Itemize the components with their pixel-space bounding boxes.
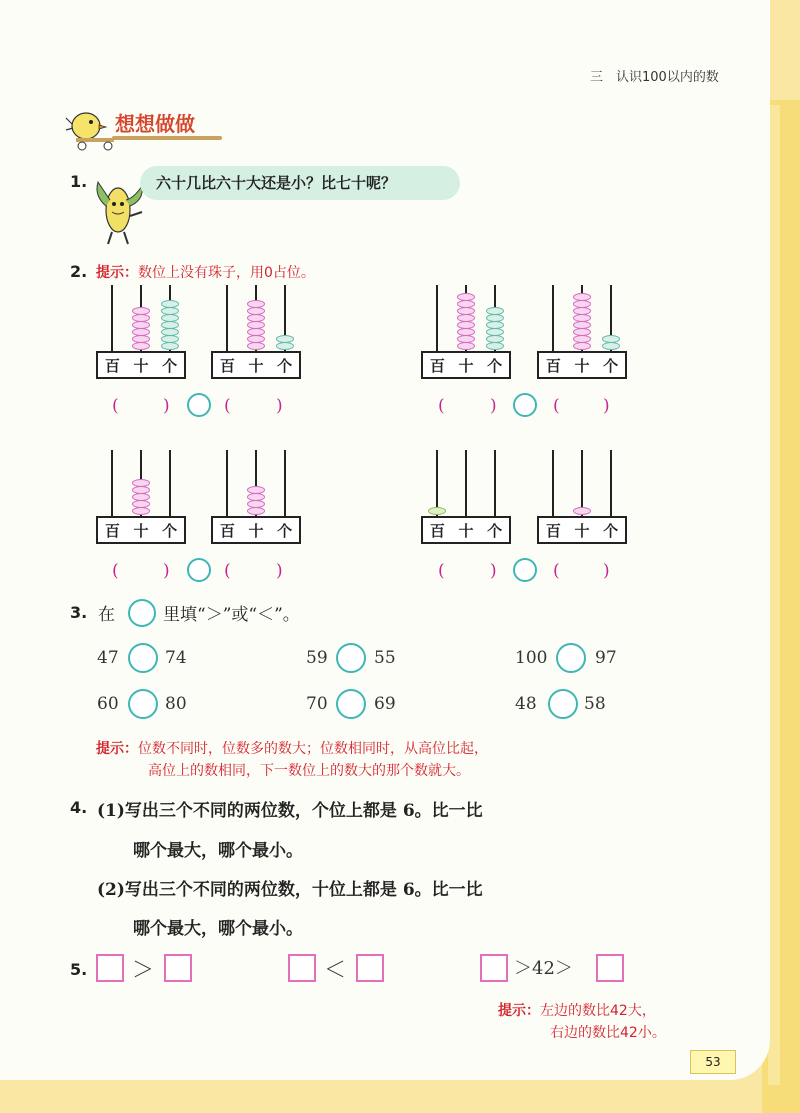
q5-answer-box[interactable] bbox=[164, 954, 192, 982]
section-title: 想想做做 bbox=[115, 112, 195, 136]
abacus-bead bbox=[247, 507, 265, 515]
chick-cart-icon bbox=[64, 108, 116, 152]
abacus-bead bbox=[161, 307, 179, 315]
abacus-bead bbox=[132, 314, 150, 322]
abacus-place-labels bbox=[211, 351, 301, 379]
place-label: 个 bbox=[277, 521, 293, 540]
abacus-bead bbox=[573, 307, 591, 315]
answer-paren-close: ) bbox=[490, 561, 497, 581]
answer-paren-open: ( bbox=[438, 396, 445, 416]
compare-circle[interactable] bbox=[513, 393, 537, 417]
q3-right: 74 bbox=[165, 648, 187, 668]
q5-lt-sign: ＜ bbox=[324, 958, 347, 983]
abacus-bead bbox=[161, 321, 179, 329]
place-label: 个 bbox=[487, 356, 503, 375]
q5-number: 5. bbox=[70, 960, 88, 979]
q5-answer-box[interactable] bbox=[96, 954, 124, 982]
answer-paren-open: ( bbox=[224, 396, 231, 416]
place-label: 百 bbox=[429, 356, 445, 375]
answer-paren-open: ( bbox=[224, 561, 231, 581]
place-label: 个 bbox=[603, 356, 619, 375]
answer-paren-close: ) bbox=[163, 396, 170, 416]
q4-number: 4. bbox=[70, 798, 88, 817]
q3-right: 55 bbox=[374, 648, 396, 668]
q3-answer-circle[interactable] bbox=[336, 643, 366, 673]
abacus-bead bbox=[573, 300, 591, 308]
abacus-bead bbox=[486, 328, 504, 336]
abacus-place-labels bbox=[96, 351, 186, 379]
q3-left: 59 bbox=[306, 648, 328, 668]
abacus-bead bbox=[457, 342, 475, 350]
place-label: 个 bbox=[277, 356, 293, 375]
abacus-place-labels bbox=[421, 516, 511, 544]
q5-answer-box[interactable] bbox=[356, 954, 384, 982]
place-label: 个 bbox=[487, 521, 503, 540]
abacus-bead bbox=[132, 486, 150, 494]
abacus-place-labels bbox=[537, 351, 627, 379]
place-label: 十 bbox=[574, 521, 590, 540]
abacus-bead bbox=[428, 507, 446, 515]
q3-left: 100 bbox=[515, 648, 548, 668]
compare-circle[interactable] bbox=[187, 393, 211, 417]
abacus-bead bbox=[573, 314, 591, 322]
chapter-header: 三 认识100以内的数 bbox=[590, 70, 719, 85]
q4-part1-line2: 哪个最大，哪个最小。 bbox=[133, 841, 303, 861]
abacus-rod bbox=[610, 450, 612, 516]
q3-left: 70 bbox=[306, 694, 328, 714]
abacus-bead bbox=[457, 300, 475, 308]
abacus-bead bbox=[132, 342, 150, 350]
place-label: 十 bbox=[133, 356, 149, 375]
place-label: 百 bbox=[104, 356, 120, 375]
abacus-rod bbox=[465, 450, 467, 516]
place-label: 百 bbox=[545, 521, 561, 540]
abacus-bead bbox=[573, 321, 591, 329]
answer-paren-open: ( bbox=[438, 561, 445, 581]
compare-circle[interactable] bbox=[187, 558, 211, 582]
abacus-bead bbox=[486, 307, 504, 315]
abacus-place-labels bbox=[96, 516, 186, 544]
abacus-bead bbox=[247, 500, 265, 508]
q3-left: 47 bbox=[97, 648, 119, 668]
q3-left: 48 bbox=[515, 694, 537, 714]
page-number: 53 bbox=[690, 1050, 736, 1074]
answer-paren-open: ( bbox=[112, 561, 119, 581]
q5-middle-expression: ＞42＞ bbox=[514, 958, 573, 979]
q2-hint: 提示：数位上没有珠子，用0占位。 bbox=[96, 265, 315, 281]
abacus-bead bbox=[573, 293, 591, 301]
answer-paren-close: ) bbox=[490, 396, 497, 416]
q3-prompt-b: 里填“＞”或“＜”。 bbox=[163, 605, 300, 625]
q4-part2-line1: (2)写出三个不同的两位数，十位上都是 6。比一比 bbox=[97, 880, 483, 900]
q3-right: 97 bbox=[595, 648, 617, 668]
place-label: 十 bbox=[458, 356, 474, 375]
abacus-bead bbox=[457, 314, 475, 322]
q3-right: 58 bbox=[584, 694, 606, 714]
abacus-bead bbox=[457, 293, 475, 301]
abacus-bead bbox=[132, 493, 150, 501]
q3-answer-circle[interactable] bbox=[336, 689, 366, 719]
answer-paren-open: ( bbox=[112, 396, 119, 416]
abacus-bead bbox=[573, 342, 591, 350]
abacus-bead bbox=[573, 507, 591, 515]
abacus-rod bbox=[226, 285, 228, 351]
q2-number: 2. bbox=[70, 262, 88, 281]
q4-part1-line1: (1)写出三个不同的两位数，个位上都是 6。比一比 bbox=[97, 801, 483, 821]
answer-paren-open: ( bbox=[553, 396, 560, 416]
q5-answer-box[interactable] bbox=[480, 954, 508, 982]
abacus-rod bbox=[111, 450, 113, 516]
abacus-bead bbox=[486, 321, 504, 329]
place-label: 十 bbox=[133, 521, 149, 540]
abacus-rod bbox=[226, 450, 228, 516]
place-label: 个 bbox=[162, 521, 178, 540]
abacus-bead bbox=[457, 321, 475, 329]
abacus-bead bbox=[132, 335, 150, 343]
abacus-rod bbox=[552, 285, 554, 351]
abacus-rod bbox=[169, 450, 171, 516]
abacus-bead bbox=[573, 335, 591, 343]
place-label: 百 bbox=[429, 521, 445, 540]
abacus-bead bbox=[132, 479, 150, 487]
q3-hint-line2: 高位上的数相同，下一数位上的数大的那个数就大。 bbox=[148, 763, 470, 779]
abacus-bead bbox=[132, 507, 150, 515]
place-label: 个 bbox=[162, 356, 178, 375]
abacus-bead bbox=[161, 314, 179, 322]
abacus-bead bbox=[132, 500, 150, 508]
abacus-bead bbox=[247, 493, 265, 501]
abacus-rod bbox=[436, 285, 438, 351]
title-underline bbox=[112, 136, 222, 140]
place-label: 十 bbox=[574, 356, 590, 375]
abacus-place-labels bbox=[537, 516, 627, 544]
q3-right: 80 bbox=[165, 694, 187, 714]
q5-answer-box[interactable] bbox=[596, 954, 624, 982]
q5-answer-box[interactable] bbox=[288, 954, 316, 982]
abacus-bead bbox=[161, 300, 179, 308]
q1-number: 1. bbox=[70, 172, 88, 191]
q3-prompt-circle bbox=[128, 599, 156, 627]
abacus-bead bbox=[132, 328, 150, 336]
abacus-bead bbox=[486, 314, 504, 322]
abacus-bead bbox=[457, 328, 475, 336]
abacus-bead bbox=[161, 342, 179, 350]
abacus-rod bbox=[494, 450, 496, 516]
place-label: 十 bbox=[248, 356, 264, 375]
place-label: 百 bbox=[219, 521, 235, 540]
abacus-bead bbox=[486, 342, 504, 350]
q1-speech-bubble: 六十几比六十大还是小？比七十呢？ bbox=[140, 166, 460, 200]
abacus-bead bbox=[132, 321, 150, 329]
abacus-bead bbox=[247, 300, 265, 308]
place-label: 个 bbox=[603, 521, 619, 540]
abacus-bead bbox=[161, 328, 179, 336]
abacus-rod bbox=[552, 450, 554, 516]
abacus-bead bbox=[247, 328, 265, 336]
abacus-rod bbox=[111, 285, 113, 351]
abacus-bead bbox=[247, 321, 265, 329]
q3-number: 3. bbox=[70, 603, 88, 622]
abacus-bead bbox=[457, 335, 475, 343]
abacus-bead bbox=[602, 335, 620, 343]
abacus-bead bbox=[161, 335, 179, 343]
q3-answer-circle[interactable] bbox=[556, 643, 586, 673]
abacus-place-labels bbox=[421, 351, 511, 379]
q5-hint-line2: 右边的数比42小。 bbox=[550, 1025, 666, 1041]
answer-paren-close: ) bbox=[276, 396, 283, 416]
q3-right: 69 bbox=[374, 694, 396, 714]
abacus-bead bbox=[247, 314, 265, 322]
answer-paren-open: ( bbox=[553, 561, 560, 581]
q5-gt-sign: ＞ bbox=[132, 958, 155, 983]
abacus-bead bbox=[247, 342, 265, 350]
abacus-rod bbox=[284, 450, 286, 516]
abacus-place-labels bbox=[211, 516, 301, 544]
abacus-bead bbox=[486, 335, 504, 343]
abacus-bead bbox=[276, 342, 294, 350]
q5-hint-line1: 提示：左边的数比42大， bbox=[498, 1003, 656, 1019]
place-label: 百 bbox=[219, 356, 235, 375]
abacus-bead bbox=[573, 328, 591, 336]
abacus-bead bbox=[276, 335, 294, 343]
answer-paren-close: ) bbox=[603, 561, 610, 581]
q3-hint-line1: 提示：位数不同时，位数多的数大；位数相同时，从高位比起， bbox=[96, 741, 488, 757]
q3-left: 60 bbox=[97, 694, 119, 714]
q3-answer-circle[interactable] bbox=[548, 689, 578, 719]
abacus-bead bbox=[132, 307, 150, 315]
answer-paren-close: ) bbox=[163, 561, 170, 581]
place-label: 十 bbox=[458, 521, 474, 540]
abacus-bead bbox=[247, 307, 265, 315]
q4-part2-line2: 哪个最大，哪个最小。 bbox=[133, 919, 303, 939]
place-label: 百 bbox=[104, 521, 120, 540]
q3-answer-circle[interactable] bbox=[128, 689, 158, 719]
q3-answer-circle[interactable] bbox=[128, 643, 158, 673]
abacus-bead bbox=[247, 335, 265, 343]
answer-paren-close: ) bbox=[603, 396, 610, 416]
abacus-bead bbox=[602, 342, 620, 350]
answer-paren-close: ) bbox=[276, 561, 283, 581]
q3-prompt-a: 在 bbox=[98, 605, 115, 625]
compare-circle[interactable] bbox=[513, 558, 537, 582]
abacus-bead bbox=[457, 307, 475, 315]
place-label: 十 bbox=[248, 521, 264, 540]
abacus-bead bbox=[247, 486, 265, 494]
place-label: 百 bbox=[545, 356, 561, 375]
